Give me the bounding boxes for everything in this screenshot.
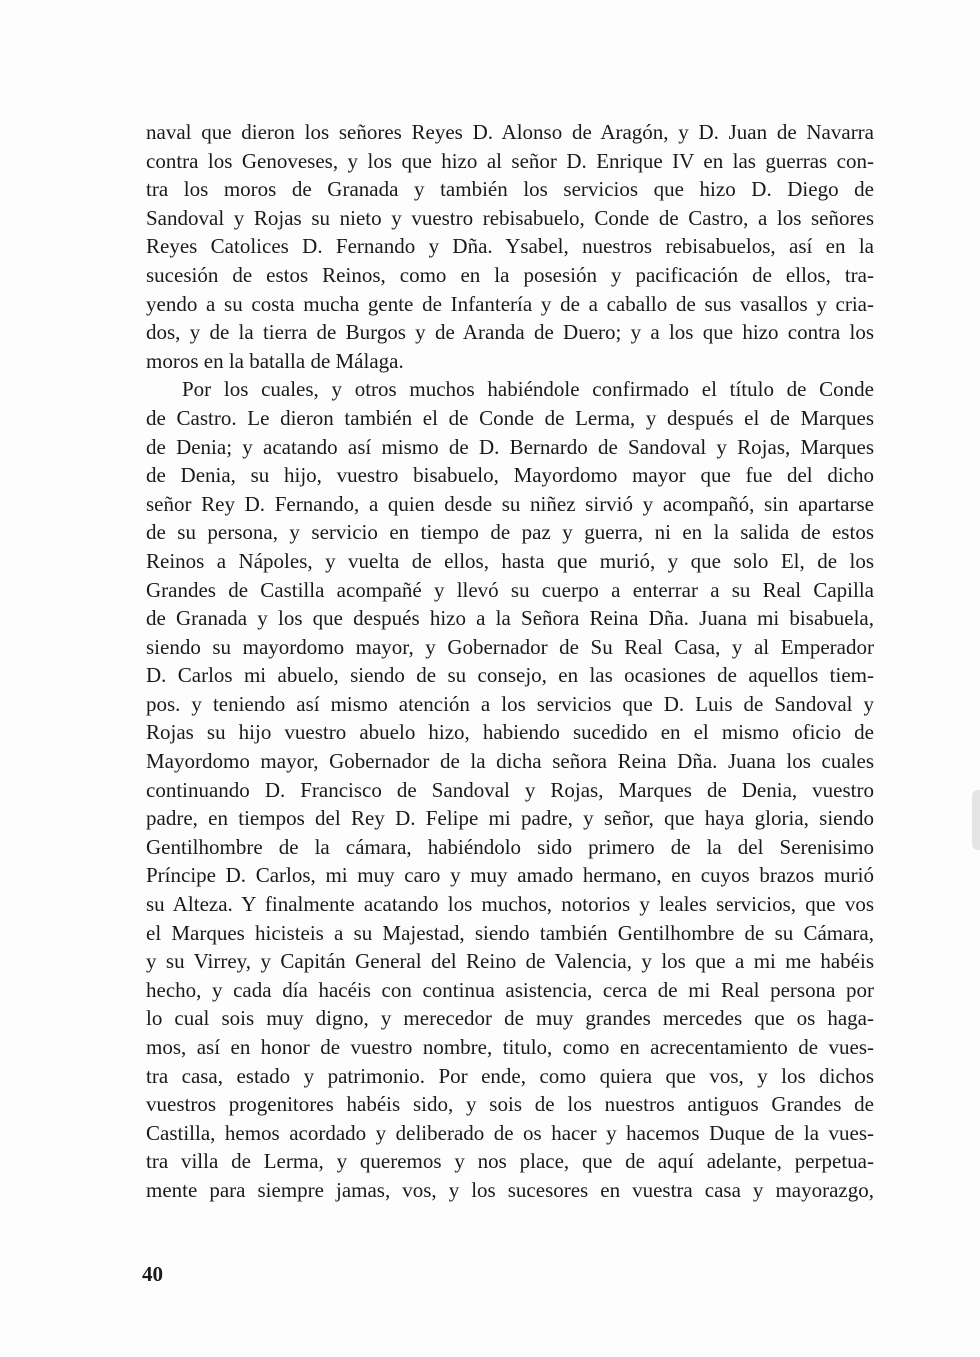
text-line: tra villa de Lerma, y queremos y nos place, que de aquí adelante, perpetua- bbox=[146, 1149, 874, 1174]
text-line: Reinos a Nápoles, y vuelta de ellos, hasta que murió, y que solo El, de los bbox=[146, 548, 874, 573]
text-line: tra casa, estado y patrimonio. Por ende, como quiera que vos, y los dichos bbox=[146, 1063, 874, 1088]
text-line: siendo su mayordomo mayor, y Gobernador de Su Real Casa, y al Emperador bbox=[146, 634, 874, 659]
text-line: Reyes Catolices D. Fernando y Dña. Ysabel, nuestros rebisabuelos, así en la bbox=[146, 234, 874, 259]
text-line: Mayordomo mayor, Gobernador de la dicha señora Reina Dña. Juana los cuales bbox=[146, 749, 874, 774]
text-line: Gentilhombre de la cámara, habiéndolo sido primero de la del Serenisimo bbox=[146, 834, 874, 859]
text-line: contra los Genoveses, y los que hizo al señor D. Enrique IV en las guerras con- bbox=[146, 148, 874, 173]
text-line: Sandoval y Rojas su nieto y vuestro rebisabuelo, Conde de Castro, a los señores bbox=[146, 205, 874, 230]
text-line: pos. y teniendo así mismo atención a los servicios que D. Luis de Sandoval y bbox=[146, 691, 874, 716]
body-text bbox=[146, 118, 874, 1205]
text-line: el Marques hicisteis a su Majestad, siendo también Gentilhombre de su Cámara, bbox=[146, 920, 874, 945]
text-line: padre, en tiempos del Rey D. Felipe mi padre, y señor, que haya gloria, siendo bbox=[146, 806, 874, 831]
paragraph-end-line: moros en la batalla de Málaga. bbox=[146, 348, 404, 373]
text-line: Grandes de Castilla acompañé y llevó su cuerpo a enterrar a su Real Capilla bbox=[146, 577, 874, 602]
text-line: de Castro. Le dieron también el de Conde de Lerma, y después el de Marques bbox=[146, 405, 874, 430]
text-line: de su persona, y servicio en tiempo de paz y guerra, ni en la salida de estos bbox=[146, 520, 874, 545]
text-line: yendo a su costa mucha gente de Infantería y de a caballo de sus vasallos y cria- bbox=[146, 291, 874, 316]
text-line: señor Rey D. Fernando, a quien desde su niñez sirvió y acompañó, sin apartarse bbox=[146, 491, 874, 516]
text-line: sucesión de estos Reinos, como en la posesión y pacificación de ellos, tra- bbox=[146, 262, 874, 287]
text-line: vuestros progenitores habéis sido, y sois de los nuestros antiguos Grandes de bbox=[146, 1092, 874, 1117]
page-number: 40 bbox=[142, 1262, 163, 1286]
text-line: continuando D. Francisco de Sandoval y Rojas, Marques de Denia, vuestro bbox=[146, 777, 874, 802]
text-line: lo cual sois muy digno, y merecedor de muy grandes mercedes que os haga- bbox=[146, 1006, 874, 1031]
scan-edge-shadow bbox=[972, 790, 980, 850]
text-line: de Granada y los que después hizo a la Señora Reina Dña. Juana mi bisabuela, bbox=[146, 606, 874, 631]
text-line: D. Carlos mi abuelo, siendo de su consejo, en las ocasiones de aquellos tiem- bbox=[146, 663, 874, 688]
text-line: Príncipe D. Carlos, mi muy caro y muy amado hermano, en cuyos brazos murió bbox=[146, 863, 874, 888]
text-line: de Denia; y acatando así mismo de D. Bernardo de Sandoval y Rojas, Marques bbox=[146, 434, 874, 459]
text-line: dos, y de la tierra de Burgos y de Aranda de Duero; y a los que hizo contra los bbox=[146, 320, 874, 345]
text-line: mos, así en honor de vuestro nombre, titulo, como en acrecentamiento de vues- bbox=[146, 1035, 874, 1059]
text-line: su Alteza. Y finalmente acatando los muchos, notorios y leales servicios, que vos bbox=[146, 892, 874, 917]
text-line: tra los moros de Granada y también los servicios que hizo D. Diego de bbox=[146, 177, 874, 202]
text-line: naval que dieron los señores Reyes D. Alonso de Aragón, y D. Juan de Navarra bbox=[146, 120, 874, 144]
text-line: mente para siempre jamas, vos, y los sucesores en vuestra casa y mayorazgo, bbox=[146, 1177, 874, 1202]
text-line: Castilla, hemos acordado y deliberado de os hacer y hacemos Duque de la vues- bbox=[146, 1120, 874, 1145]
text-line: de Denia, su hijo, vuestro bisabuelo, Mayordomo mayor que fue del dicho bbox=[146, 463, 874, 488]
text-line: y su Virrey, y Capitán General del Reino de Valencia, y los que a mi me habéis bbox=[146, 949, 874, 974]
paragraph-start-line: Por los cuales, y otros muchos habiéndole confirmado el título de Conde bbox=[182, 377, 874, 402]
text-line: Rojas su hijo vuestro abuelo hizo, habiendo sucedido en el mismo oficio de bbox=[146, 720, 874, 745]
text-line: hecho, y cada día hacéis con continua asistencia, cerca de mi Real persona por bbox=[146, 977, 874, 1002]
